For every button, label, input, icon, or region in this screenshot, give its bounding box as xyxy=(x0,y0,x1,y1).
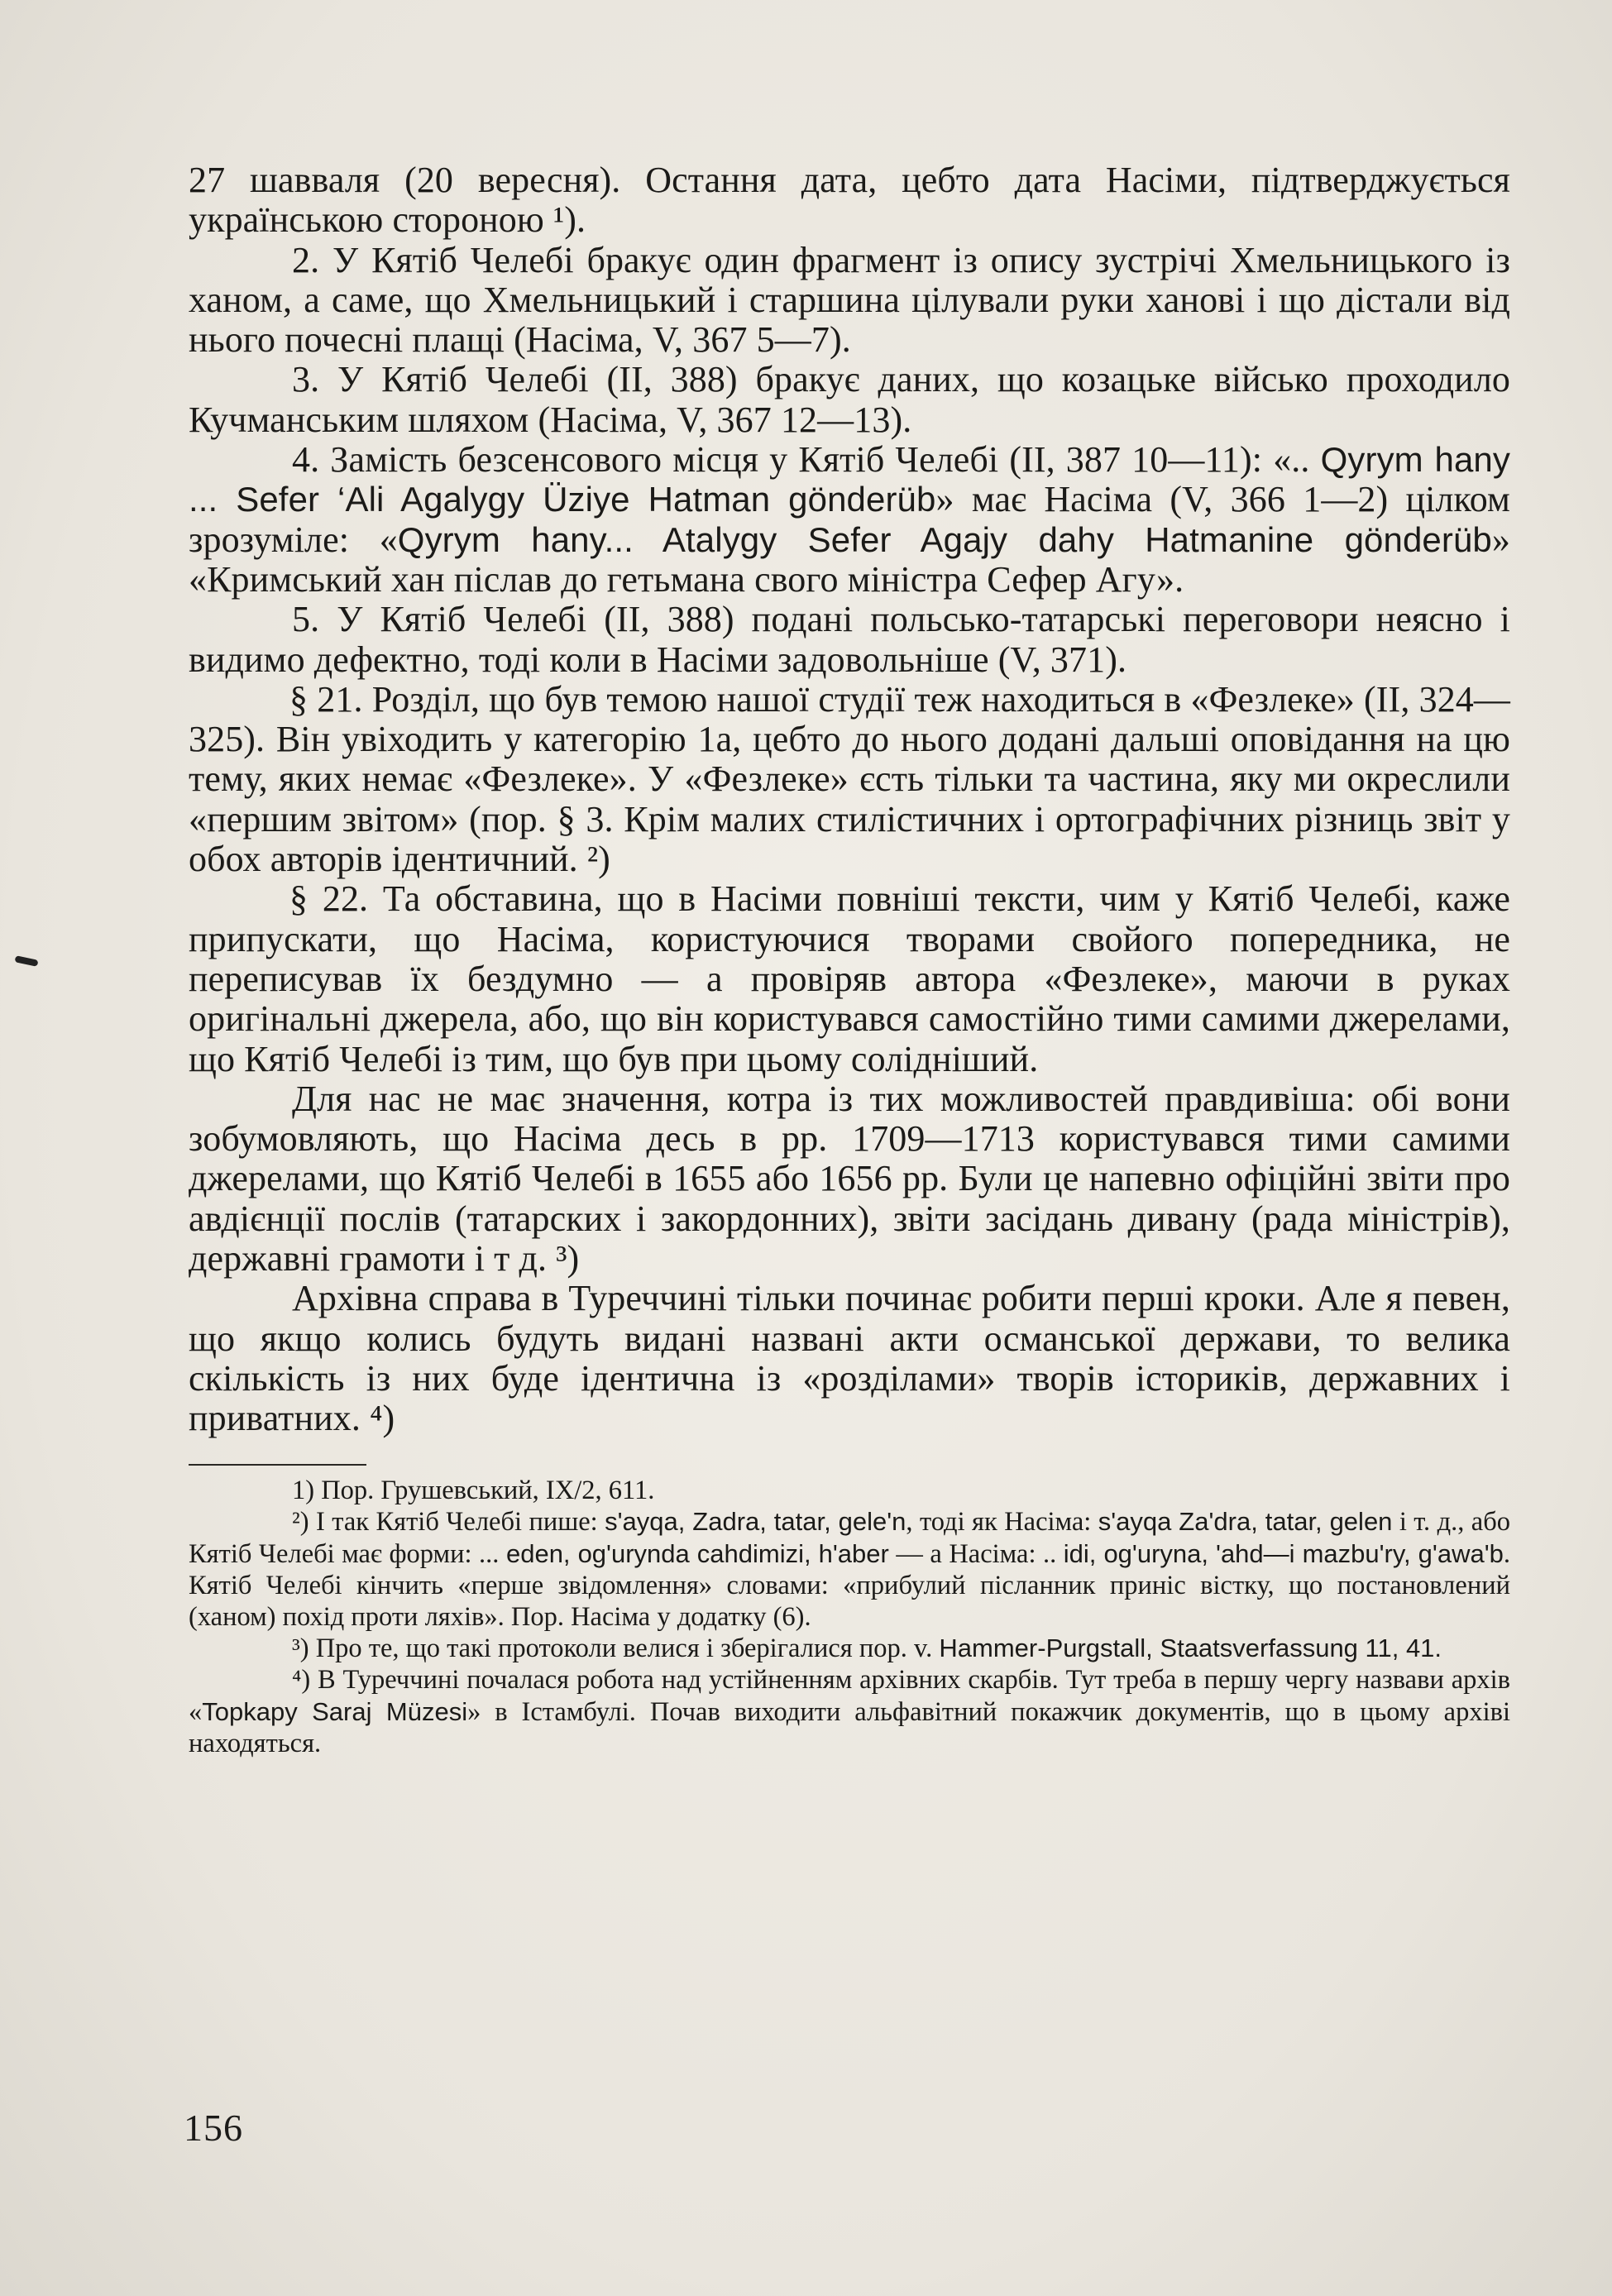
footnote-4-text-a: ⁴) В Туреччині почалася робота над устійненням архівних скарбів. Тут треба в першу чергу назвави архів « xyxy=(189,1665,1510,1728)
footnote-3 xyxy=(189,1633,1510,1665)
footnote-4-text-c: » в Істамбулі. Почав виходити альфавітний покажчик документів, що в цьому архіві находяться. xyxy=(189,1697,1510,1758)
footnote-3-latin-b: Hammer-Purgstall, Staatsverfassung 11, 41. xyxy=(939,1634,1442,1663)
paragraph-2: 2. У Кятіб Челебі бракує один фрагмент із опису зустрічі Хмельницького із ханом, а саме, що Хмельницький і старшина цілували руки ханові і що дістали від нього почесні плащі (Насіма, V, 367 5—7). xyxy=(189,239,1510,361)
footnote-4 xyxy=(189,1665,1510,1759)
footnotes xyxy=(189,1476,1510,1760)
paragraph-9: Архівна справа в Туреччині тільки починає робити перші кроки. Але я певен, що якщо колись будуть видані названі акти османської держави, то велика скількість із них буде ідентична із «розділами» творів істориків, державних і приватних. ⁴) xyxy=(189,1278,1510,1439)
footnote-2-text-g: — а Насіма: .. xyxy=(888,1539,1064,1570)
footnote-1: 1) Пор. Грушевський, IX/2, 611. xyxy=(292,1475,655,1505)
footnote-2-text-c: , тоді як Насіма: xyxy=(906,1507,1098,1538)
footnote-4-latin-b: Topkapy Saraj Müzesi xyxy=(202,1697,468,1727)
footnote-2-latin-h: idi, og'uryna, 'ahd—i mazbu'ry, g'awa'b xyxy=(1063,1539,1504,1569)
text-block xyxy=(189,160,1510,1760)
paragraph-5: 5. У Кятіб Челебі (II, 388) подані польсько-татарські переговори неясно і видимо дефектно, тоді коли в Насіми задовольніше (V, 371). xyxy=(189,599,1510,680)
section-21-paragraph: § 21. Розділ, що був темою нашої студії теж находиться в «Фезлеке» (II, 324—325). Він увіходить у категорію 1а, цебто до нього додані дальші оповідання на цю тему, яких немає «Фезлеке». У «Фезлеке» єсть тільки та частина, яку ми окреслили «першим звітом» (пор. § 3. Крім малих стилістичних і ортографічних різниць звіт у обох авторів ідентичний. ²) xyxy=(189,678,1510,880)
paragraph-4-text-a: 4. Замість безсенсового місця у Кятіб Челебі (II, 387 10—11): «.. xyxy=(292,439,1321,481)
footnote-2-latin-f: eden, og'urynda cahdimizi, h'aber xyxy=(505,1539,889,1569)
turkish-quote-2: Qyrym hany... Atalygy Sefer Agajy dahy Hatmanine gönderüb xyxy=(397,519,1492,559)
footnote-2-latin-d: s'ayqa Za'dra, tatar, gelen xyxy=(1098,1507,1393,1537)
footnote-3-text-a: ³) Про те, що такі протоколи велися і зберігалися пор. v. xyxy=(292,1634,940,1664)
paragraph-4-text-e: » «Кримський хан післав до гетьмана свого міністра Сефер Агу». xyxy=(189,519,1510,600)
footnote-divider xyxy=(189,1464,366,1466)
footnote-2-text-a: ²) І так Кятіб Челебі пише: xyxy=(292,1507,605,1538)
footnote-2-text-e: і т. д., або Кятіб Челебі має форми: ... xyxy=(189,1507,1511,1570)
section-22-paragraph: § 22. Та обставина, що в Насіми повніші тексти, чим у Кятіб Челебі, каже припускати, що Насіма, користуючися творами свойого попередника, не переписував їх бездумно — а провіряв автора «Фезлеке», маючи в руках оригінальні джерела, або, що він користувався самостійно тими самими джерелами, що Кятіб Челебі із тим, що був при цьому солідніший. xyxy=(189,878,1510,1079)
paragraph-1: 27 шавваля (20 вересня). Остання дата, цебто дата Насіми, підтверджується українською стороною ¹). xyxy=(189,160,1510,241)
paragraph-4-text-c: » має Насіма (V, 366 1—2) цілком зрозуміле: « xyxy=(189,479,1511,560)
footnote-2-text-i: . Кятіб Челебі кінчить «перше звідомлення» словами: «прибулий післанник приніс вістку, що постановлений (ханом) похід проти ляхів». Пор. Насіма у додатку (6). xyxy=(189,1539,1510,1632)
paragraph-8: Для нас не має значення, котра із тих можливостей правдивіша: обі вони зобумовляють, що Насіма десь в рр. 1709—1713 користувався тими самими джерелами, що Кятіб Челебі в 1655 або 1656 рр. Були це напевно офіційні звіти про авдієнції послів (татарских і закордонних), звіти засідань дивану (рада міністрів), державні грамоти і т д. ³) xyxy=(189,1078,1510,1280)
ink-mark xyxy=(14,955,38,967)
footnote-2-latin-b: s'ayqa, Zadra, tatar, gele'n xyxy=(605,1507,906,1537)
footnote-2 xyxy=(189,1506,1510,1633)
turkish-quote-1: Qyrym hany ... Sefer ‘Ali Agalygy Üziye Hatman gönderüb xyxy=(189,440,1510,519)
paragraph-3: 3. У Кятіб Челебі (II, 388) бракує даних, що козацьке військо проходило Кучманським шляхом (Насіма, V, 367 12—13). xyxy=(189,359,1510,440)
main-text xyxy=(189,160,1510,1439)
paragraph-4 xyxy=(189,440,1510,600)
page-number: 156 xyxy=(184,2107,243,2149)
